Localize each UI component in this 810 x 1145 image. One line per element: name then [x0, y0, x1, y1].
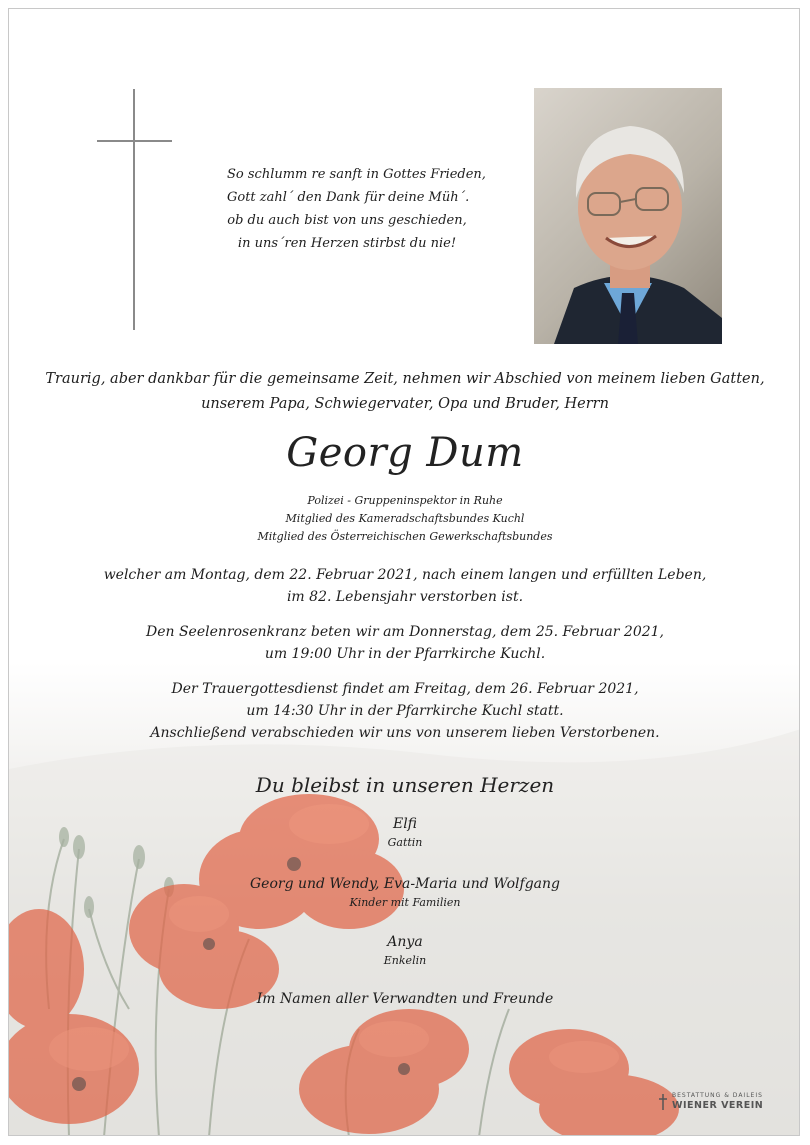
funeral-line: Der Trauergottesdienst findet am Freitag, dem 26. Februar 2021, — [171, 681, 639, 697]
poem-line: in uns´ren Herzen stirbst du nie! — [237, 236, 457, 251]
portrait-illustration — [534, 88, 722, 344]
title-line: Mitglied des Kameradschaftsbundes Kuchl — [285, 512, 525, 525]
funeral-line: um 14:30 Uhr in der Pfarrkirche Kuchl statt. — [246, 703, 564, 719]
funeral-line: Anschließend verabschieden wir uns von unserem lieben Verstorbenen. — [150, 725, 660, 741]
deceased-name: Georg Dum — [286, 430, 524, 476]
poem — [227, 163, 486, 255]
closing-line: Im Namen aller Verwandten und Freunde — [256, 991, 554, 1007]
family-member — [9, 813, 800, 851]
funeral-home-logo — [658, 1092, 808, 1112]
poem-line: ob du auch bist von uns geschieden, — [227, 213, 467, 228]
rosary-line: Den Seelenrosenkranz beten wir am Donnerstag, dem 25. Februar 2021, — [145, 624, 665, 640]
funeral-notice — [9, 678, 800, 744]
title-line: Polizei - Gruppeninspektor in Ruhe — [307, 494, 503, 507]
rosary-notice — [9, 621, 800, 665]
family-name: Georg und Wendy, Eva-Maria und Wolfgang — [249, 876, 561, 892]
family-member — [9, 931, 800, 969]
family-role: Enkelin — [383, 954, 427, 967]
title-line: Mitglied des Österreichischen Gewerkschaftsbundes — [257, 530, 553, 543]
logo-main-text: WIENER VEREIN — [672, 1100, 764, 1111]
death-notice-line: welcher am Montag, dem 22. Februar 2021, nach einem langen und erfüllten Leben, — [103, 567, 707, 583]
family-name: Anya — [387, 934, 423, 950]
logo-top-text: BESTATTUNG & DAILEIS — [672, 1092, 763, 1099]
cross-icon — [133, 89, 135, 330]
death-notice-line: im 82. Lebensjahr verstorben ist. — [286, 589, 524, 605]
intro-line: Traurig, aber dankbar für die gemeinsame Zeit, nehmen wir Abschied von meinem lieben Gatten, — [45, 371, 765, 387]
obituary-card — [8, 8, 800, 1136]
rosary-line: um 19:00 Uhr in der Pfarrkirche Kuchl. — [264, 646, 546, 662]
death-notice — [9, 564, 800, 608]
intro-text — [9, 367, 800, 417]
motto: Du bleibst in unseren Herzen — [255, 773, 555, 797]
family-role: Kinder mit Familien — [349, 896, 461, 909]
cross-icon-bar — [97, 140, 172, 142]
portrait-photo — [534, 88, 722, 344]
family-member — [9, 873, 800, 911]
intro-line: unserem Papa, Schwiegervater, Opa und Bruder, Herrn — [201, 396, 609, 412]
wiener-verein-logo-icon — [658, 1094, 668, 1110]
family-name: Elfi — [392, 816, 418, 832]
deceased-titles — [9, 492, 800, 546]
poem-line: Gott zahl´ den Dank für deine Müh´. — [227, 190, 470, 205]
poem-line: So schlumm re sanft in Gottes Frieden, — [227, 167, 486, 182]
family-role: Gattin — [387, 836, 423, 849]
